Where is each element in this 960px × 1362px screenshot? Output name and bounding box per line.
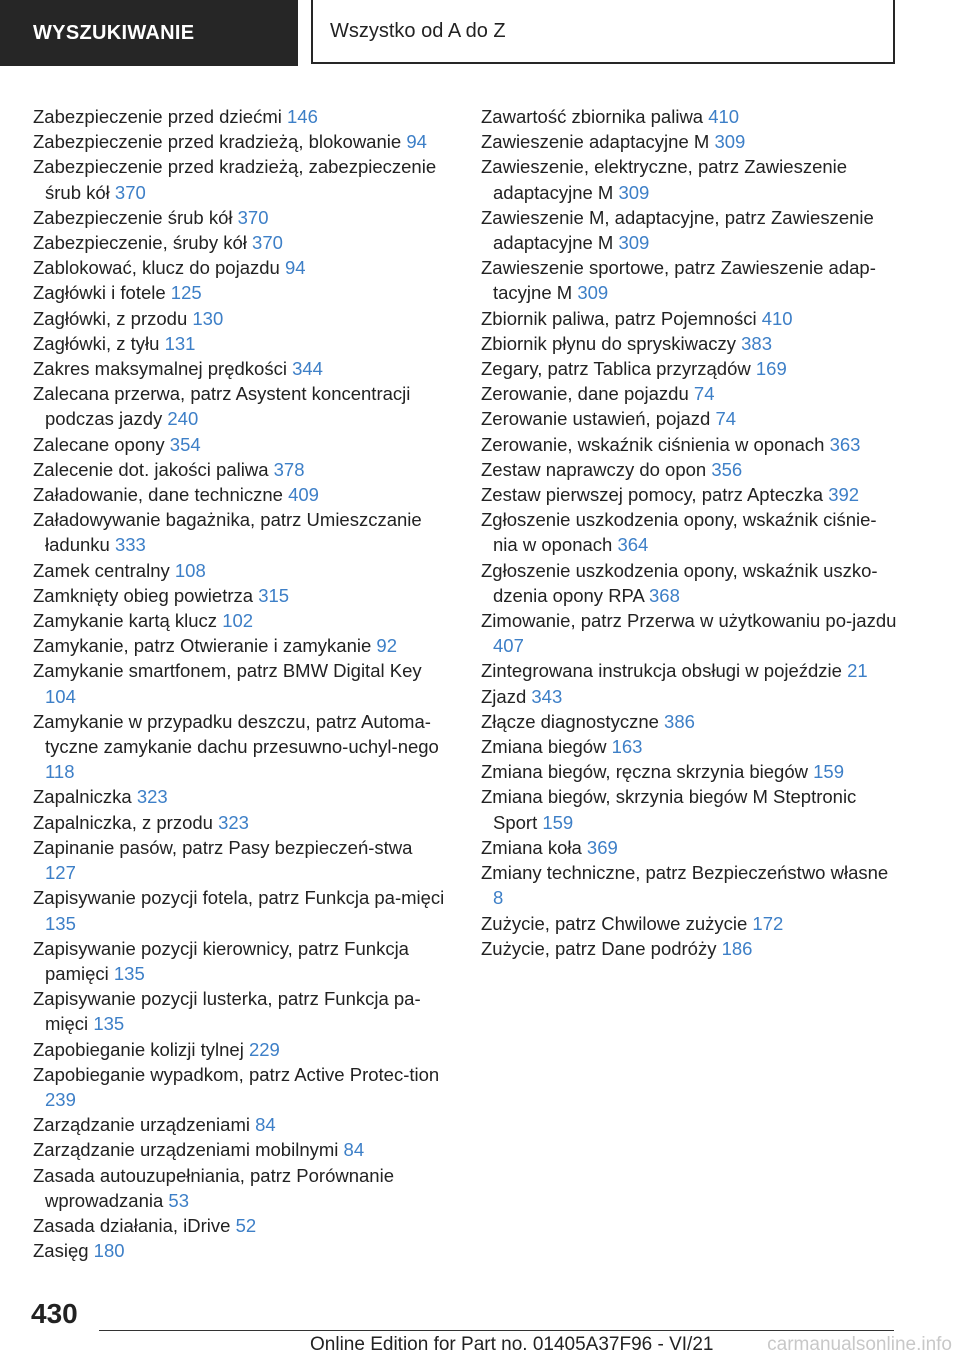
page-reference-link[interactable]: 8 xyxy=(493,887,504,909)
index-entry xyxy=(33,356,448,381)
page-reference-link[interactable]: 92 xyxy=(376,635,397,657)
index-entry xyxy=(481,432,901,457)
index-entry xyxy=(481,356,901,381)
index-entry xyxy=(481,658,901,683)
index-entry xyxy=(33,936,448,986)
index-entry-text: Zarządzanie urządzeniami mobilnymi xyxy=(33,1139,339,1161)
index-entry-text: Zintegrowana instrukcja obsługi w pojeździe xyxy=(481,660,842,682)
index-entry-text: Zabezpieczenie przed kradzieżą, zabezpieczenie śrub kół xyxy=(33,156,437,203)
index-entry-text: Złącze diagnostyczne xyxy=(481,710,659,732)
index-entry-text: Zmiana biegów, skrzynia biegów M Steptronic Sport xyxy=(481,786,857,833)
index-entry-text: Zamek centralny xyxy=(33,559,170,581)
index-entry xyxy=(33,1037,448,1062)
index-entry-text: Zapisywanie pozycji kierownicy, patrz Funkcja pamięci xyxy=(33,937,409,984)
index-entry xyxy=(33,986,448,1036)
page-reference-link[interactable]: 309 xyxy=(577,282,609,304)
index-entry xyxy=(33,784,448,809)
index-entry-text: Zapobieganie wypadkom, patrz Active Protec-tion xyxy=(33,1063,440,1085)
index-entry xyxy=(33,1238,448,1263)
index-entry xyxy=(33,154,448,204)
page-reference-link[interactable]: 344 xyxy=(292,358,323,380)
page-reference-link[interactable]: 186 xyxy=(721,937,753,959)
index-entry xyxy=(33,104,448,129)
index-column-right xyxy=(481,104,901,961)
index-entry-text: Zbiornik paliwa, patrz Pojemności xyxy=(481,307,757,329)
index-entry-text: Zawieszenie adaptacyjne M xyxy=(481,131,710,153)
page-reference-link[interactable]: 118 xyxy=(45,761,75,783)
page-reference-link[interactable]: 180 xyxy=(93,1240,125,1262)
index-entry xyxy=(481,936,901,961)
index-entry xyxy=(33,658,448,708)
index-entry-text: Zamykanie w przypadku deszczu, patrz Automa-tyczne zamykanie dachu przesuwno-uchyl-nego xyxy=(33,710,439,758)
index-entry-text: Zasada autouzupełniania, patrz Porównanie wprowadzania xyxy=(33,1164,394,1211)
index-entry xyxy=(33,432,448,457)
page-reference-link[interactable]: 323 xyxy=(136,786,168,808)
index-entry-text: Zagłówki i fotele xyxy=(33,282,166,304)
page-reference-link[interactable]: 309 xyxy=(618,232,650,254)
index-entry xyxy=(33,482,448,507)
index-entry xyxy=(481,306,901,331)
index-entry-text: Zapinanie pasów, patrz Pasy bezpieczeń-stwa xyxy=(33,836,413,858)
page-reference-link[interactable]: 135 xyxy=(113,962,145,984)
index-entry xyxy=(481,104,901,129)
subsection-title: Wszystko od A do Z xyxy=(311,0,895,64)
page-reference-link[interactable]: 333 xyxy=(114,534,146,556)
page-reference-link[interactable]: 74 xyxy=(693,383,715,405)
index-entry-text: Zalecenie dot. jakości paliwa xyxy=(33,458,269,480)
page-reference-link[interactable]: 52 xyxy=(235,1214,257,1236)
index-entry xyxy=(33,633,448,658)
edition-text: Online Edition for Part no. 01405A37F96 - VI/21 xyxy=(310,1334,714,1355)
page-reference-link[interactable]: 21 xyxy=(847,660,868,682)
index-entry-text: Zestaw pierwszej pomocy, patrz Apteczka xyxy=(481,484,824,506)
page-reference-link[interactable]: 239 xyxy=(45,1088,76,1110)
page-reference-link[interactable]: 84 xyxy=(255,1114,276,1136)
index-entry-text: Zużycie, patrz Chwilowe zużycie xyxy=(481,912,748,934)
section-tab[interactable]: WYSZUKIWANIE xyxy=(0,0,298,66)
page-reference-link[interactable]: 370 xyxy=(114,181,146,203)
index-entry-text: Zmiana biegów, ręczna skrzynia biegów xyxy=(481,761,808,783)
index-entry-text: Zestaw naprawczy do opon xyxy=(481,458,707,480)
page-reference-link[interactable]: 354 xyxy=(169,433,201,455)
index-entry xyxy=(481,482,901,507)
page-reference-link[interactable]: 125 xyxy=(170,282,202,304)
page-reference-link[interactable]: 410 xyxy=(708,106,740,127)
page-reference-link[interactable]: 363 xyxy=(829,433,861,455)
index-entry xyxy=(33,1062,448,1112)
page-reference-link[interactable]: 370 xyxy=(237,206,269,228)
page-reference-link[interactable]: 135 xyxy=(45,912,76,934)
index-entry xyxy=(33,1163,448,1213)
index-entry-text: Zapisywanie pozycji fotela, patrz Funkcja pa-mięci xyxy=(33,887,445,909)
page-reference-link[interactable]: 378 xyxy=(273,458,305,480)
page-reference-link[interactable]: 131 xyxy=(164,332,196,354)
index-entry-text: Zerowanie ustawień, pojazd xyxy=(481,408,711,430)
index-entry xyxy=(33,558,448,583)
page-reference-link[interactable]: 409 xyxy=(288,484,319,506)
index-entry-text: Zużycie, patrz Dane podróży xyxy=(481,937,717,959)
index-entry xyxy=(481,507,901,557)
page-reference-link[interactable]: 159 xyxy=(542,811,574,833)
index-entry-text: Zamknięty obieg powietrza xyxy=(33,584,254,606)
index-entry-text: Zalecana przerwa, patrz Asystent koncentracji podczas jazdy xyxy=(33,383,411,430)
index-entry xyxy=(481,911,901,936)
page-reference-link[interactable]: 130 xyxy=(192,307,224,329)
index-entry-text: Zapobieganie kolizji tylnej xyxy=(33,1038,244,1060)
index-entry xyxy=(481,381,901,406)
index-entry-text: Zasada działania, iDrive xyxy=(33,1214,231,1236)
index-entry xyxy=(33,885,448,935)
index-column-left xyxy=(33,104,448,1263)
index-entry xyxy=(481,129,901,154)
index-entry-text: Zegary, patrz Tablica przyrządów xyxy=(481,358,751,380)
page-number: 430 xyxy=(31,1298,78,1329)
index-entry-text: Zawieszenie, elektryczne, patrz Zawieszenie adaptacyjne M xyxy=(481,156,848,203)
index-entry-text: Zabezpieczenie przed kradzieżą, blokowanie xyxy=(33,131,402,153)
index-entry xyxy=(481,684,901,709)
page-reference-link[interactable]: 172 xyxy=(752,912,784,934)
page-reference-link[interactable]: 383 xyxy=(741,332,772,354)
index-entry-text: Zablokować, klucz do pojazdu xyxy=(33,257,280,279)
index-entry xyxy=(481,709,901,734)
index-entry xyxy=(33,835,448,885)
index-entry-text: Zapalniczka xyxy=(33,786,132,808)
index-entry-text: Zamykanie kartą klucz xyxy=(33,610,218,632)
index-entry xyxy=(481,255,901,305)
index-entry xyxy=(481,734,901,759)
index-entry-text: Zimowanie, patrz Przerwa w użytkowaniu po-jazdu xyxy=(481,610,897,632)
index-entry xyxy=(33,230,448,255)
page-reference-link[interactable]: 94 xyxy=(284,257,306,279)
page-reference-link[interactable]: 127 xyxy=(45,862,76,884)
index-entry-text: Zabezpieczenie przed dziećmi xyxy=(33,106,282,127)
index-entry xyxy=(33,129,448,154)
page-reference-link[interactable]: 104 xyxy=(45,685,76,707)
index-entry-text: Zarządzanie urządzeniami xyxy=(33,1114,250,1136)
page-reference-link[interactable]: 309 xyxy=(618,181,650,203)
index-entry xyxy=(481,331,901,356)
page-reference-link[interactable]: 229 xyxy=(248,1038,280,1060)
index-entry-text: Zerowanie, dane pojazdu xyxy=(481,383,689,405)
index-entry-text: Zagłówki, z przodu xyxy=(33,307,188,329)
index-entry-text: Zmiana biegów xyxy=(481,736,607,758)
index-entry-text: Zgłoszenie uszkodzenia opony, wskaźnik ciśnie-nia w oponach xyxy=(481,509,877,556)
index-entry xyxy=(33,381,448,431)
page-reference-link[interactable]: 84 xyxy=(343,1139,365,1161)
index-entry xyxy=(481,759,901,784)
index-entry-text: Załadowanie, dane techniczne xyxy=(33,484,283,506)
index-entry xyxy=(481,835,901,860)
page-reference-link[interactable]: 53 xyxy=(168,1189,189,1211)
page-reference-link[interactable]: 315 xyxy=(258,584,290,606)
index-entry xyxy=(33,1112,448,1137)
index-entry-text: Zawieszenie sportowe, patrz Zawieszenie adap-tacyjne M xyxy=(481,257,876,304)
index-entry xyxy=(33,1137,448,1162)
page-reference-link[interactable]: 392 xyxy=(828,484,860,506)
index-entry-text: Zamykanie smartfonem, patrz BMW Digital Key xyxy=(33,660,422,682)
page-reference-link[interactable]: 159 xyxy=(813,761,845,783)
index-entry-text: Zapalniczka, z przodu xyxy=(33,811,213,833)
index-entry xyxy=(33,457,448,482)
index-entry-text: Zbiornik płynu do spryskiwaczy xyxy=(481,332,736,354)
index-entry xyxy=(481,784,901,834)
index-entry-text: Zawieszenie M, adaptacyjne, patrz Zawieszenie adaptacyjne M xyxy=(481,206,874,254)
index-entry-text: Zamykanie, patrz Otwieranie i zamykanie xyxy=(33,635,372,657)
index-entry-text: Zalecane opony xyxy=(33,433,165,455)
index-entry-text: Załadowywanie bagażnika, patrz Umieszczanie ładunku xyxy=(33,509,422,556)
index-entry xyxy=(33,583,448,608)
index-entry-text: Zjazd xyxy=(481,685,527,707)
index-entry xyxy=(33,709,448,785)
index-entry-text: Zakres maksymalnej prędkości xyxy=(33,358,287,380)
index-entry-text: Zapisywanie pozycji lusterka, patrz Funkcja pa-mięci xyxy=(33,988,421,1035)
page-reference-link[interactable]: 135 xyxy=(93,1013,125,1035)
index-entry-text: Zawartość zbiornika paliwa xyxy=(481,106,704,127)
page-reference-link[interactable]: 102 xyxy=(222,610,254,632)
index-entry xyxy=(33,331,448,356)
page-header xyxy=(0,0,960,66)
index-entry-text: Zerowanie, wskaźnik ciśnienia w oponach xyxy=(481,433,825,455)
index-entry-text: Zagłówki, z tyłu xyxy=(33,332,160,354)
index-entry xyxy=(481,406,901,431)
page-reference-link[interactable]: 240 xyxy=(167,408,199,430)
page-reference-link[interactable]: 94 xyxy=(406,131,427,153)
index-entry xyxy=(481,608,901,658)
index-entry xyxy=(33,608,448,633)
index-entry xyxy=(33,280,448,305)
index-entry xyxy=(481,457,901,482)
page-reference-link[interactable]: 370 xyxy=(252,232,283,254)
index-entry xyxy=(481,558,901,608)
index-entry xyxy=(481,860,901,910)
index-entry xyxy=(33,1213,448,1238)
watermark: carmanualsonline.info xyxy=(767,1334,952,1355)
index-entry xyxy=(33,306,448,331)
page-reference-link[interactable]: 146 xyxy=(287,106,318,127)
page-reference-link[interactable]: 364 xyxy=(617,534,649,556)
page-reference-link[interactable]: 386 xyxy=(664,710,695,732)
page-reference-link[interactable]: 343 xyxy=(531,685,563,707)
index-entry xyxy=(33,255,448,280)
page-reference-link[interactable]: 356 xyxy=(711,458,743,480)
index-entry-text: Zmiana koła xyxy=(481,836,582,858)
index-entry xyxy=(33,507,448,557)
page-reference-link[interactable]: 108 xyxy=(174,559,206,581)
index-entry xyxy=(481,154,901,204)
index-entry xyxy=(33,205,448,230)
index-entry xyxy=(33,810,448,835)
footer-divider xyxy=(99,1330,894,1331)
page-reference-link[interactable]: 369 xyxy=(586,836,618,858)
page-reference-link[interactable]: 368 xyxy=(649,584,680,606)
page-reference-link[interactable]: 323 xyxy=(218,811,249,833)
index-entry-text: Zasięg xyxy=(33,1240,89,1262)
index-entry-text: Zabezpieczenie śrub kół xyxy=(33,206,233,228)
page-reference-link[interactable]: 309 xyxy=(714,131,746,153)
page-reference-link[interactable]: 407 xyxy=(493,635,524,657)
index-entry-text: Zabezpieczenie, śruby kół xyxy=(33,232,247,254)
page-reference-link[interactable]: 410 xyxy=(761,307,793,329)
index-entry xyxy=(481,205,901,255)
page-reference-link[interactable]: 169 xyxy=(755,358,787,380)
page-reference-link[interactable]: 163 xyxy=(611,736,643,758)
index-entry-text: Zgłoszenie uszkodzenia opony, wskaźnik uszko-dzenia opony RPA xyxy=(481,559,878,606)
index-entry-text: Zmiany techniczne, patrz Bezpieczeństwo własne xyxy=(481,862,889,884)
page-reference-link[interactable]: 74 xyxy=(715,408,737,430)
